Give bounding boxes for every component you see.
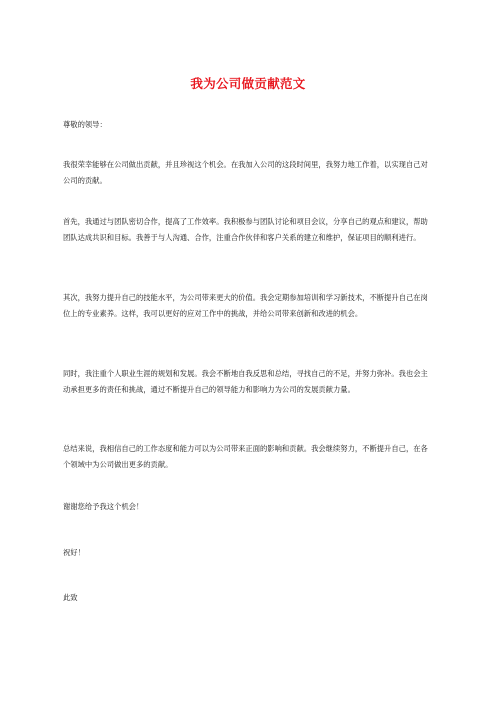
paragraph-thanks: 谢谢您给予我这个机会！ bbox=[63, 502, 144, 511]
paragraph-intro: 我很荣幸能够在公司做出贡献，并且珍视这个机会。在我加入公司的这段时间里，我努力地工作着，以实现自己对公司的贡献。 bbox=[63, 160, 428, 185]
paragraph-career: 同时，我注重个人职业生涯的规划和发展。我会不断地自我反思和总结，寻找自己的不足，并努力弥补。我也会主动承担更多的责任和挑战，通过不断提升自己的领导能力和影响力为公司的发展贡献力量。 bbox=[63, 369, 428, 394]
salutation: 尊敬的领导： bbox=[63, 120, 107, 129]
paragraph-regards: 祝好！ bbox=[63, 548, 85, 557]
paragraph-closing: 此致 bbox=[63, 593, 78, 602]
document-title: 我为公司做贡献范文 bbox=[190, 76, 306, 91]
paragraph-teamwork: 首先，我通过与团队密切合作，提高了工作效率。我积极参与团队讨论和项目会议，分享自己的观点和建议，帮助团队达成共识和目标。我善于与人沟通、合作，注重合作伙伴和客户关系的建立和维护，保证项目的顺利进行。 bbox=[63, 217, 428, 242]
paragraph-summary: 总结来说，我相信自己的工作态度和能力可以为公司带来正面的影响和贡献。我会继续努力，不断提升自己，在各个领域中为公司做出更多的贡献。 bbox=[63, 444, 428, 469]
paragraph-skills: 其次，我努力提升自己的技能水平，为公司带来更大的价值。我会定期参加培训和学习新技术，不断提升自己在岗位上的专业素养。这样，我可以更好的应对工作中的挑战，并给公司带来创新和改进的机会。 bbox=[63, 293, 428, 318]
